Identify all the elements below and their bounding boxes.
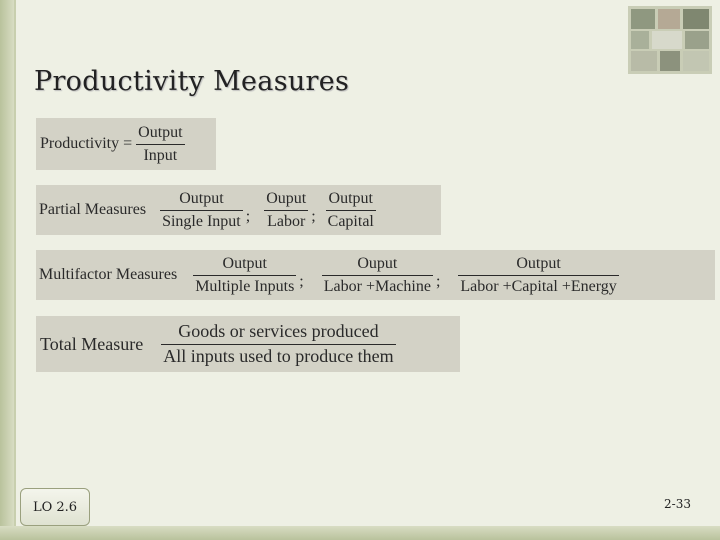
fraction-numerator: Output — [222, 254, 267, 272]
partial-measures-label: Partial Measures — [39, 201, 147, 218]
fraction-numerator: Ouput — [266, 189, 307, 207]
learning-objective-badge — [20, 488, 90, 526]
left-border-band — [0, 0, 14, 540]
partial-fraction — [160, 190, 243, 230]
separator: ; — [435, 273, 441, 290]
separator: ; — [299, 273, 304, 290]
partial-fraction — [264, 190, 308, 230]
slide-title: Productivity Measures — [34, 66, 350, 97]
fraction-numerator: Goods or services produced — [178, 320, 379, 341]
multifactor-fraction — [193, 255, 296, 295]
fraction-numerator: Output — [516, 254, 561, 272]
fraction-denominator: Labor +Machine — [322, 275, 433, 296]
multifactor-fraction — [458, 255, 618, 295]
multifactor-measures-label: Multifactor Measures — [39, 266, 178, 283]
lo-label: LO 2.6 — [32, 499, 78, 515]
fraction-numerator: Output — [179, 189, 224, 207]
page-number: 2-33 — [664, 497, 691, 511]
total-measure-label: Total Measure — [40, 333, 144, 354]
fraction-denominator: Multiple Inputs — [193, 275, 296, 296]
fraction-numerator: Ouput — [357, 254, 398, 272]
multifactor-measures-formula — [36, 250, 715, 300]
total-fraction — [161, 322, 395, 367]
fraction-denominator: Single Input — [160, 210, 243, 231]
fraction-denominator: Labor — [264, 210, 308, 231]
productivity-fraction — [136, 124, 184, 164]
left-border-line — [14, 0, 16, 540]
fraction-numerator: Output — [138, 123, 183, 141]
productivity-label: Productivity = — [40, 135, 133, 152]
separator: ; — [311, 208, 316, 225]
multifactor-fraction — [322, 255, 433, 295]
fraction-denominator: Capital — [326, 210, 376, 231]
fraction-denominator: Input — [136, 144, 184, 165]
partial-fraction — [326, 190, 376, 230]
bottom-border-band — [0, 526, 720, 540]
fraction-denominator: All inputs used to produce them — [163, 345, 394, 366]
fraction-numerator: Output — [328, 189, 373, 207]
total-measure-formula — [36, 316, 460, 372]
separator: ; — [245, 208, 251, 225]
partial-measures-formula — [36, 185, 441, 235]
photo-collage-icon — [628, 6, 712, 74]
productivity-formula — [36, 118, 216, 170]
fraction-denominator: Labor +Capital +Energy — [458, 275, 618, 296]
